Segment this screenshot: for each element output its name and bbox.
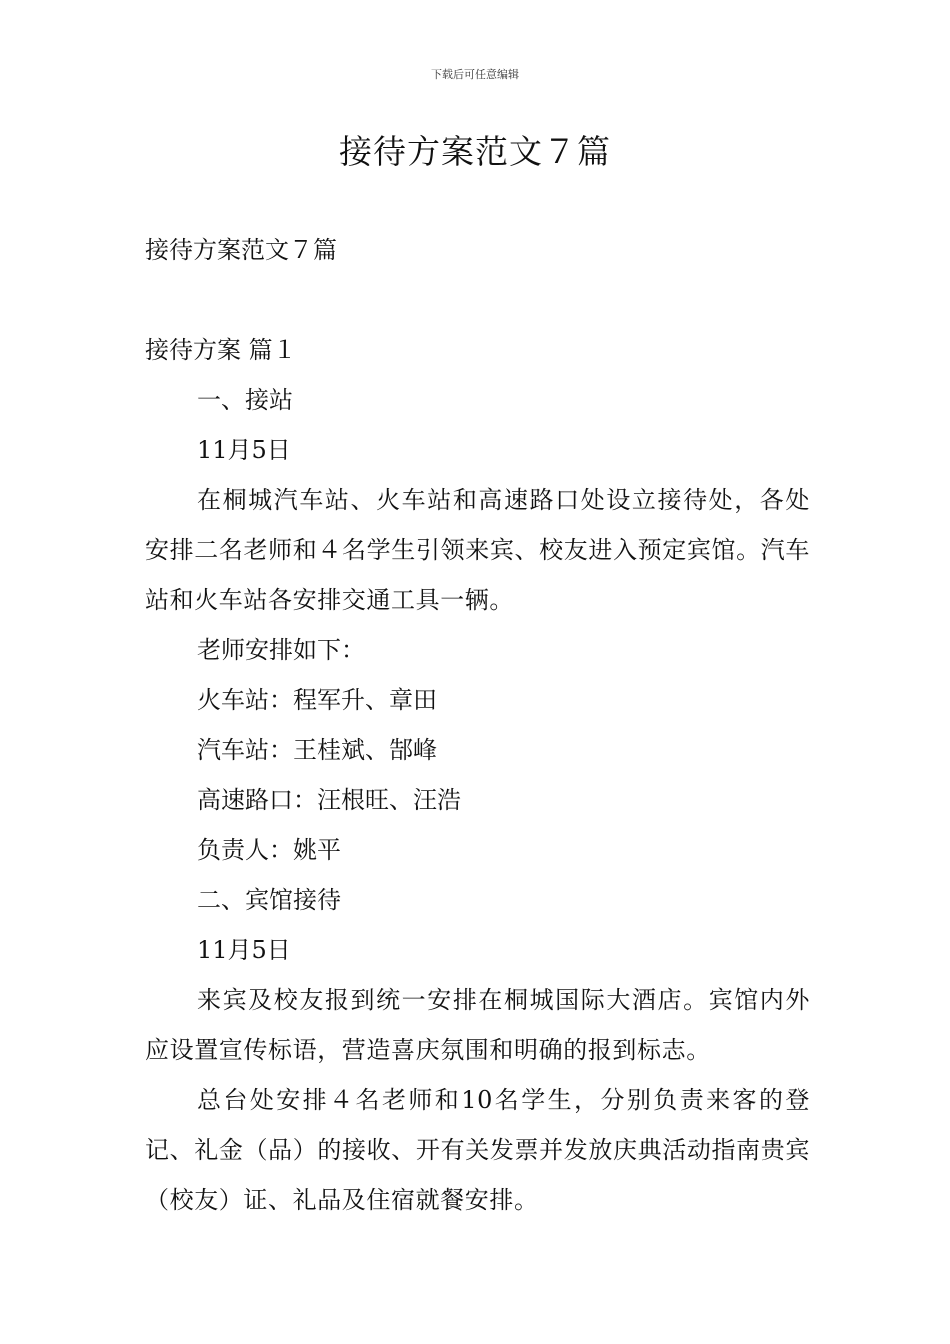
teacher-arrangement-label: 老师安排如下： bbox=[197, 636, 365, 664]
heading-pickup: 一、接站 bbox=[197, 386, 293, 414]
paragraph-hotel-registration: 来宾及校友报到统一安排在桐城国际大酒店。宾馆内外应设置宣传标语，营造喜庆氛围和明确的报到标志。 bbox=[145, 986, 810, 1064]
paragraph-station-reception: 在桐城汽车站、火车站和高速路口处设立接待处，各处安排二名老师和４名学生引领来宾、校友进入预定宾馆。汽车站和火车站各安排交通工具一辆。 bbox=[145, 486, 810, 614]
document-subtitle: 接待方案范文７篇 bbox=[145, 236, 337, 264]
paragraph-front-desk: 总台处安排４名老师和10名学生，分别负责来客的登记、礼金（品）的接收、开有关发票并发放庆典活动指南贵宾（校友）证、礼品及住宿就餐安排。 bbox=[145, 1086, 810, 1214]
highway-exit-staff: 高速路口：汪根旺、汪浩 bbox=[197, 786, 461, 814]
train-station-staff: 火车站：程军升、章田 bbox=[197, 686, 437, 714]
date-line: 11月5日 bbox=[197, 936, 291, 964]
document-body bbox=[145, 225, 810, 1225]
heading-hotel-reception: 二、宾馆接待 bbox=[197, 886, 341, 914]
header-note: 下载后可任意编辑 bbox=[431, 68, 519, 81]
date-line: 11月5日 bbox=[197, 436, 291, 464]
bus-station-staff: 汽车站：王桂斌、郜峰 bbox=[197, 736, 437, 764]
document-title: 接待方案范文７篇 bbox=[339, 132, 611, 171]
section-heading: 接待方案 篇１ bbox=[145, 336, 297, 364]
person-in-charge: 负责人：姚平 bbox=[197, 836, 341, 864]
